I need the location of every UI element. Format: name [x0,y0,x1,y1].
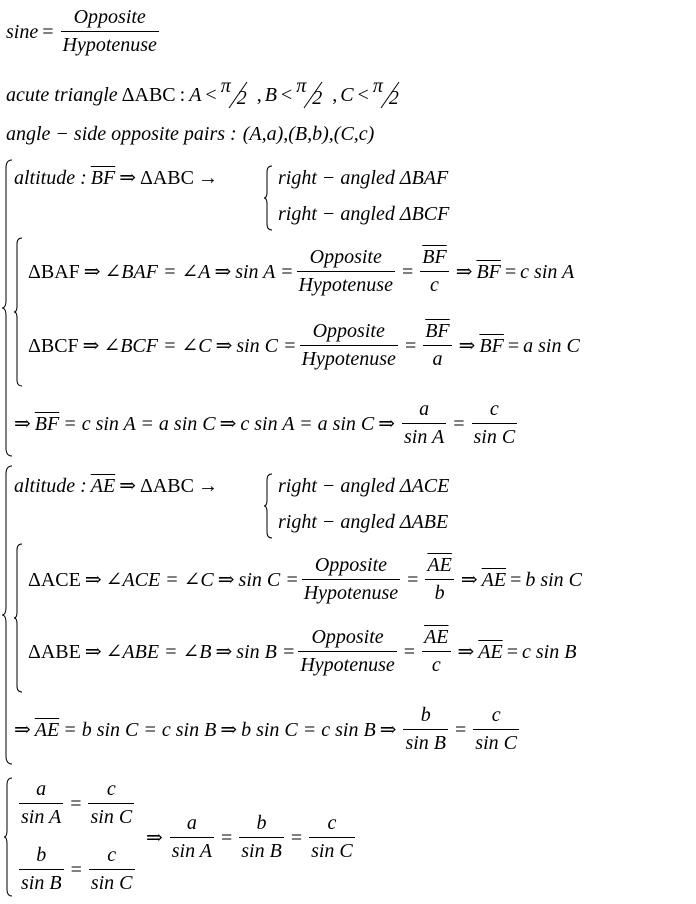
altitude-ae-line [14,476,222,496]
comma: , [332,84,338,106]
ae-over-b: $\frac{\overline{AE}}{b}$ [427,554,452,604]
equals-sign: = [290,826,303,849]
less-than: < [280,84,293,106]
angle-c: C [340,84,354,106]
sin-b: sin B = [236,640,296,663]
conclusion-bf: ⇒ $\overline{BF}$ = c sin A = a sin C ⇒ c sin A = a sin C ⇒ $\frac{a}{\text{sin A}}$ = $\frac{c}{\text{sin C}}$ [14,398,516,448]
implies: ⇒ [220,718,238,741]
bf-over-c: $\frac{\overline{BF}}{c}$ [422,246,447,296]
triangle-abc: ΔABC [121,84,176,106]
a-over-sin-a: $\frac{a}{\text{sin A}}$ [404,398,445,448]
implies: ⇒ [119,475,136,497]
implies: ⇒ [460,568,478,591]
final-ratio-bc [16,844,138,895]
outer-brace-2 [2,464,14,766]
implies: ⇒ [84,640,102,663]
c-over-sin-c: $\frac{c}{\text{sin C}}$ [475,704,517,754]
equality-chain: = c sin A = a sin C [63,412,216,435]
a-sin-c: a sin C [523,334,580,357]
pi-over-two-a: π 2 [220,75,247,109]
altitude-label: altitude : [14,475,87,497]
segment-ae: $\overline{AE}$ [478,640,503,663]
inner-brace-eqs-2 [14,542,24,694]
right-angled-abe-text: right − angled ΔABE [278,511,449,533]
pi-over-two-b: π 2 [296,75,323,109]
implies: ⇒ [119,167,136,189]
segment-bf: $\overline{BF}$ [90,167,116,189]
implies: ⇒ [215,640,233,663]
right-angled-bcf [278,204,449,224]
triangle-abc: ΔABC [139,167,194,189]
segment-ae: $\overline{AE}$ [90,475,116,497]
segment-ae: $\overline{AE}$ [34,718,60,741]
c-over-sin-c: $\frac{c}{\text{sin C}}$ [90,844,133,894]
arrow: → [197,167,218,189]
less-than: < [205,84,217,106]
right-angled-abe [278,512,448,532]
inner-brace-bf [264,164,274,232]
acute-triangle-condition [6,75,403,110]
b-over-sin-b: $\frac{b}{\text{sin B}}$ [241,812,282,862]
triangle-bcf: ΔBCF [28,334,79,357]
equation-baf: ΔBAF ⇒ ∠BAF = ∠A ⇒ sin A = $\frac{\text{Opposite}}{\text{Hypotenuse}}$ = $\frac{\overline{BF}}{c}$ ⇒ $\overline{BF}$ = c sin A [28,246,575,296]
denominator: Hypotenuse [62,34,157,56]
equals-sign: = [70,792,82,815]
right-angled-ace [278,476,449,496]
altitude-bf-line [14,168,222,188]
implies: ⇒ [219,412,237,435]
angle-equality: ∠ABE = ∠B [105,640,212,663]
angle-equality: ∠ACE = ∠C [105,568,214,591]
conclusion-ae: ⇒ $\overline{AE}$ = b sin C = c sin B ⇒ b sin C = c sin B ⇒ $\frac{b}{\text{sin B}}$ = $\frac{c}{\text{sin C}}$ [14,704,517,754]
c-over-sin-c: $\frac{c}{\text{sin C}}$ [311,812,353,862]
law-of-sines [146,812,358,863]
b-sin-c: b sin C [525,568,583,591]
triangle-abe: ΔABE [28,640,81,663]
implies: ⇒ [14,412,31,435]
implies: ⇒ [455,260,473,283]
equals-sign: = [70,858,82,881]
opp-hyp-fraction: $\frac{\text{Opposite}}{\text{Hypotenuse}}$ [300,626,395,676]
equation-ace: ΔACE ⇒ ∠ACE = ∠C ⇒ sin C = $\frac{\text{Opposite}}{\text{Hypotenuse}}$ = $\frac{\overline{AE}}{b}$ ⇒ $\overline{AE}$ = b sin C [28,554,583,604]
numerator: Opposite [73,6,146,28]
angle-a: A [189,84,202,106]
right-angled-baf [278,168,448,188]
equality-chain: = b sin C = c sin B [63,718,217,741]
c-over-sin-c: $\frac{c}{\text{sin C}}$ [473,398,516,448]
pairs-list: (A,a),(B,b),(C,c) [242,123,375,145]
arrow: → [197,475,218,497]
segment-bf: $\overline{BF}$ [479,334,504,357]
implies: ⇒ [82,334,100,357]
angle-b: B [264,84,277,106]
opp-hyp-fraction: $\frac{\text{Opposite}}{\text{Hypotenuse}}$ [301,320,396,370]
less-than: < [357,84,369,106]
triangle-abc: ΔABC [139,475,194,497]
implies: ⇒ [84,568,102,591]
c-sin-a: c sin A [520,260,575,283]
implies: ⇒ [379,718,397,741]
b-over-sin-b: $\frac{b}{\text{sin B}}$ [21,844,62,894]
opp-hyp-fraction: $\frac{\text{Opposite}}{\text{Hypotenuse}}$ [298,246,393,296]
c-sin-b: c sin B [521,640,577,663]
right-angled-bcf-text: right − angled ΔBCF [278,203,450,225]
implies: ⇒ [214,260,232,283]
inner-brace-ae [264,472,274,540]
segment-bf: $\overline{BF}$ [34,412,60,435]
implies: ⇒ [146,826,163,849]
segment-ae: $\overline{AE}$ [481,568,507,591]
equals-sign: = [220,826,233,849]
equation-bcf: ΔBCF ⇒ ∠BCF = ∠C ⇒ sin C = $\frac{\text{Opposite}}{\text{Hypotenuse}}$ = $\frac{\overline{BF}}{a}$ ⇒ $\overline{BF}$ = a sin C [28,320,580,370]
final-ratio-ac [16,778,137,829]
sin-c: sin C = [238,568,299,591]
right-angled-ace-text: right − angled ΔACE [278,475,450,497]
equation-abe: ΔABE ⇒ ∠ABE = ∠B ⇒ sin B = $\frac{\text{Opposite}}{\text{Hypotenuse}}$ = $\frac{\overline{AE}}{c}$ ⇒ $\overline{AE}$ = c sin B [28,626,577,676]
implies: ⇒ [217,568,235,591]
angle-equality: ∠BCF = ∠C [103,334,212,357]
sin-a: sin A = [235,260,294,283]
implies: ⇒ [458,334,476,357]
c-over-sin-c: $\frac{c}{\text{sin C}}$ [90,778,133,828]
equality: c sin A = a sin C [240,412,375,435]
bf-over-a: $\frac{\overline{BF}}{a}$ [425,320,450,370]
colon: : [179,84,186,106]
opposite-over-hypotenuse [61,6,159,57]
angle-side-pairs [6,124,374,144]
pairs-label: angle − side opposite pairs : [6,123,237,145]
altitude-label: altitude : [14,167,87,189]
implies: ⇒ [14,718,31,741]
a-over-sin-a: $\frac{a}{\text{sin A}}$ [21,778,62,828]
right-angled-baf-text: right − angled ΔBAF [278,167,449,189]
triangle-ace: ΔACE [28,568,81,591]
triangle-baf: ΔBAF [28,260,80,283]
a-over-sin-a: $\frac{a}{\text{sin A}}$ [171,812,212,862]
outer-brace-1 [2,158,14,458]
inner-brace-eqs-1 [14,236,24,388]
equals-sign: = [42,20,54,43]
implies: ⇒ [457,640,475,663]
sine-definition [6,6,162,57]
segment-bf: $\overline{BF}$ [476,260,501,283]
opp-hyp-fraction: $\frac{\text{Opposite}}{\text{Hypotenuse}}$ [303,554,399,604]
comma: , [256,84,262,106]
pi-over-two-c: π 2 [372,75,399,109]
final-brace [4,776,14,898]
implies: ⇒ [83,260,101,283]
sin-c: sin C = [236,334,297,357]
sine-word: sine [6,20,39,43]
implies: ⇒ [378,412,396,435]
ae-over-c: $\frac{\overline{AE}}{c}$ [424,626,449,676]
acute-triangle-text: acute triangle [6,84,118,106]
angle-equality: ∠BAF = ∠A [104,260,211,283]
equality: b sin C = c sin B [241,718,376,741]
implies: ⇒ [215,334,233,357]
b-over-sin-b: $\frac{b}{\text{sin B}}$ [405,704,447,754]
